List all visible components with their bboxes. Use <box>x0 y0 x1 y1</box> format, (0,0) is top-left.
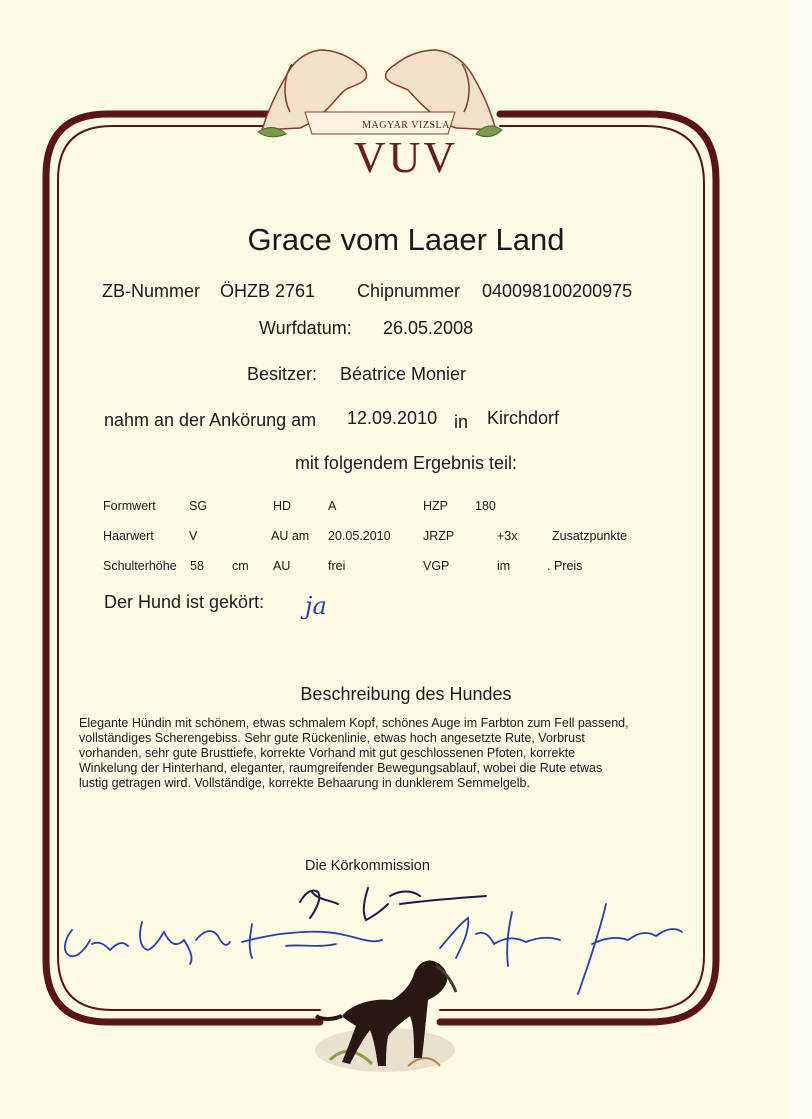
signature-left <box>65 922 382 964</box>
au-label: AU <box>273 559 291 573</box>
wurf-label: Wurfdatum: <box>259 318 352 338</box>
zusatzpunkte-label: Zusatzpunkte <box>552 529 628 543</box>
vgp-label: VGP <box>423 559 450 573</box>
schulterhoehe-label: Schulterhöhe <box>103 559 177 573</box>
zb-value: ÖHZB 2761 <box>220 281 316 301</box>
commission-label: Die Körkommission <box>305 858 430 874</box>
au-am-label: AU am <box>271 529 310 543</box>
brand-label: MAGYAR VIZSLA <box>362 120 450 131</box>
au-am-value: 20.05.2010 <box>328 529 391 543</box>
dog-name: Grace vom Laaer Land <box>247 222 565 257</box>
event-place: Kirchdorf <box>487 408 560 428</box>
event-date: 12.09.2010 <box>347 408 438 428</box>
schulterhoehe-value: 58 <box>190 559 204 573</box>
formwert-value: SG <box>189 499 208 513</box>
description-line: lustig getragen wird. Vollständige, korrekte Behaarung in dunklerem Semmelgelb. <box>79 776 530 790</box>
haarwert-value: V <box>189 529 198 543</box>
jrzp-value: +3x <box>497 529 518 543</box>
jrzp-label: JRZP <box>423 529 455 543</box>
signature-right <box>440 904 682 994</box>
haarwert-label: Haarwert <box>103 529 154 543</box>
zb-label: ZB-Nummer <box>102 281 200 301</box>
description-line: Winkelung der Hinterhand, eleganter, raumgreifender Bewegungsablauf, wobei die Rute etwas <box>79 761 603 775</box>
hzp-value: 180 <box>475 499 496 513</box>
hd-value: A <box>328 499 337 513</box>
hzp-label: HZP <box>423 499 448 513</box>
event-prefix: nahm an der Ankörung am <box>104 410 317 430</box>
gekoert-handwritten-value: ja <box>305 592 327 620</box>
gekoert-label: Der Hund ist gekört: <box>104 592 265 612</box>
vgp-value: im <box>497 559 511 573</box>
au-value: frei <box>328 559 346 573</box>
description-line: vollständiges Scherengebiss. Sehr gute Rückenlinie, etwas hoch angesetzte Rute, Vorbrust <box>79 731 585 745</box>
hd-label: HD <box>273 499 292 513</box>
signature-center-top <box>300 888 486 920</box>
result-intro: mit folgendem Ergebnis teil: <box>294 453 518 473</box>
description-line: Elegante Hündin mit schönem, etwas schmalem Kopf, schönes Auge im Farbton zum Fell passend, <box>79 716 629 730</box>
event-in: in <box>454 412 469 432</box>
preis-label: . Preis <box>547 559 583 573</box>
owner-value: Béatrice Monier <box>340 364 467 384</box>
description-line: vorhanden, sehr gute Brusttiefe, korrekte Vorhand mit gut geschlossenen Pfoten, korrekte <box>79 746 576 760</box>
chip-value: 040098100200975 <box>482 281 633 301</box>
chip-label: Chipnummer <box>357 281 461 301</box>
description-title: Beschreibung des Hundes <box>300 684 512 704</box>
wurf-value: 26.05.2008 <box>383 318 474 338</box>
owner-label: Besitzer: <box>247 364 318 384</box>
formwert-label: Formwert <box>103 499 156 513</box>
schulterhoehe-unit: cm <box>232 559 249 573</box>
vuv-logo-text: VUV <box>353 133 459 182</box>
